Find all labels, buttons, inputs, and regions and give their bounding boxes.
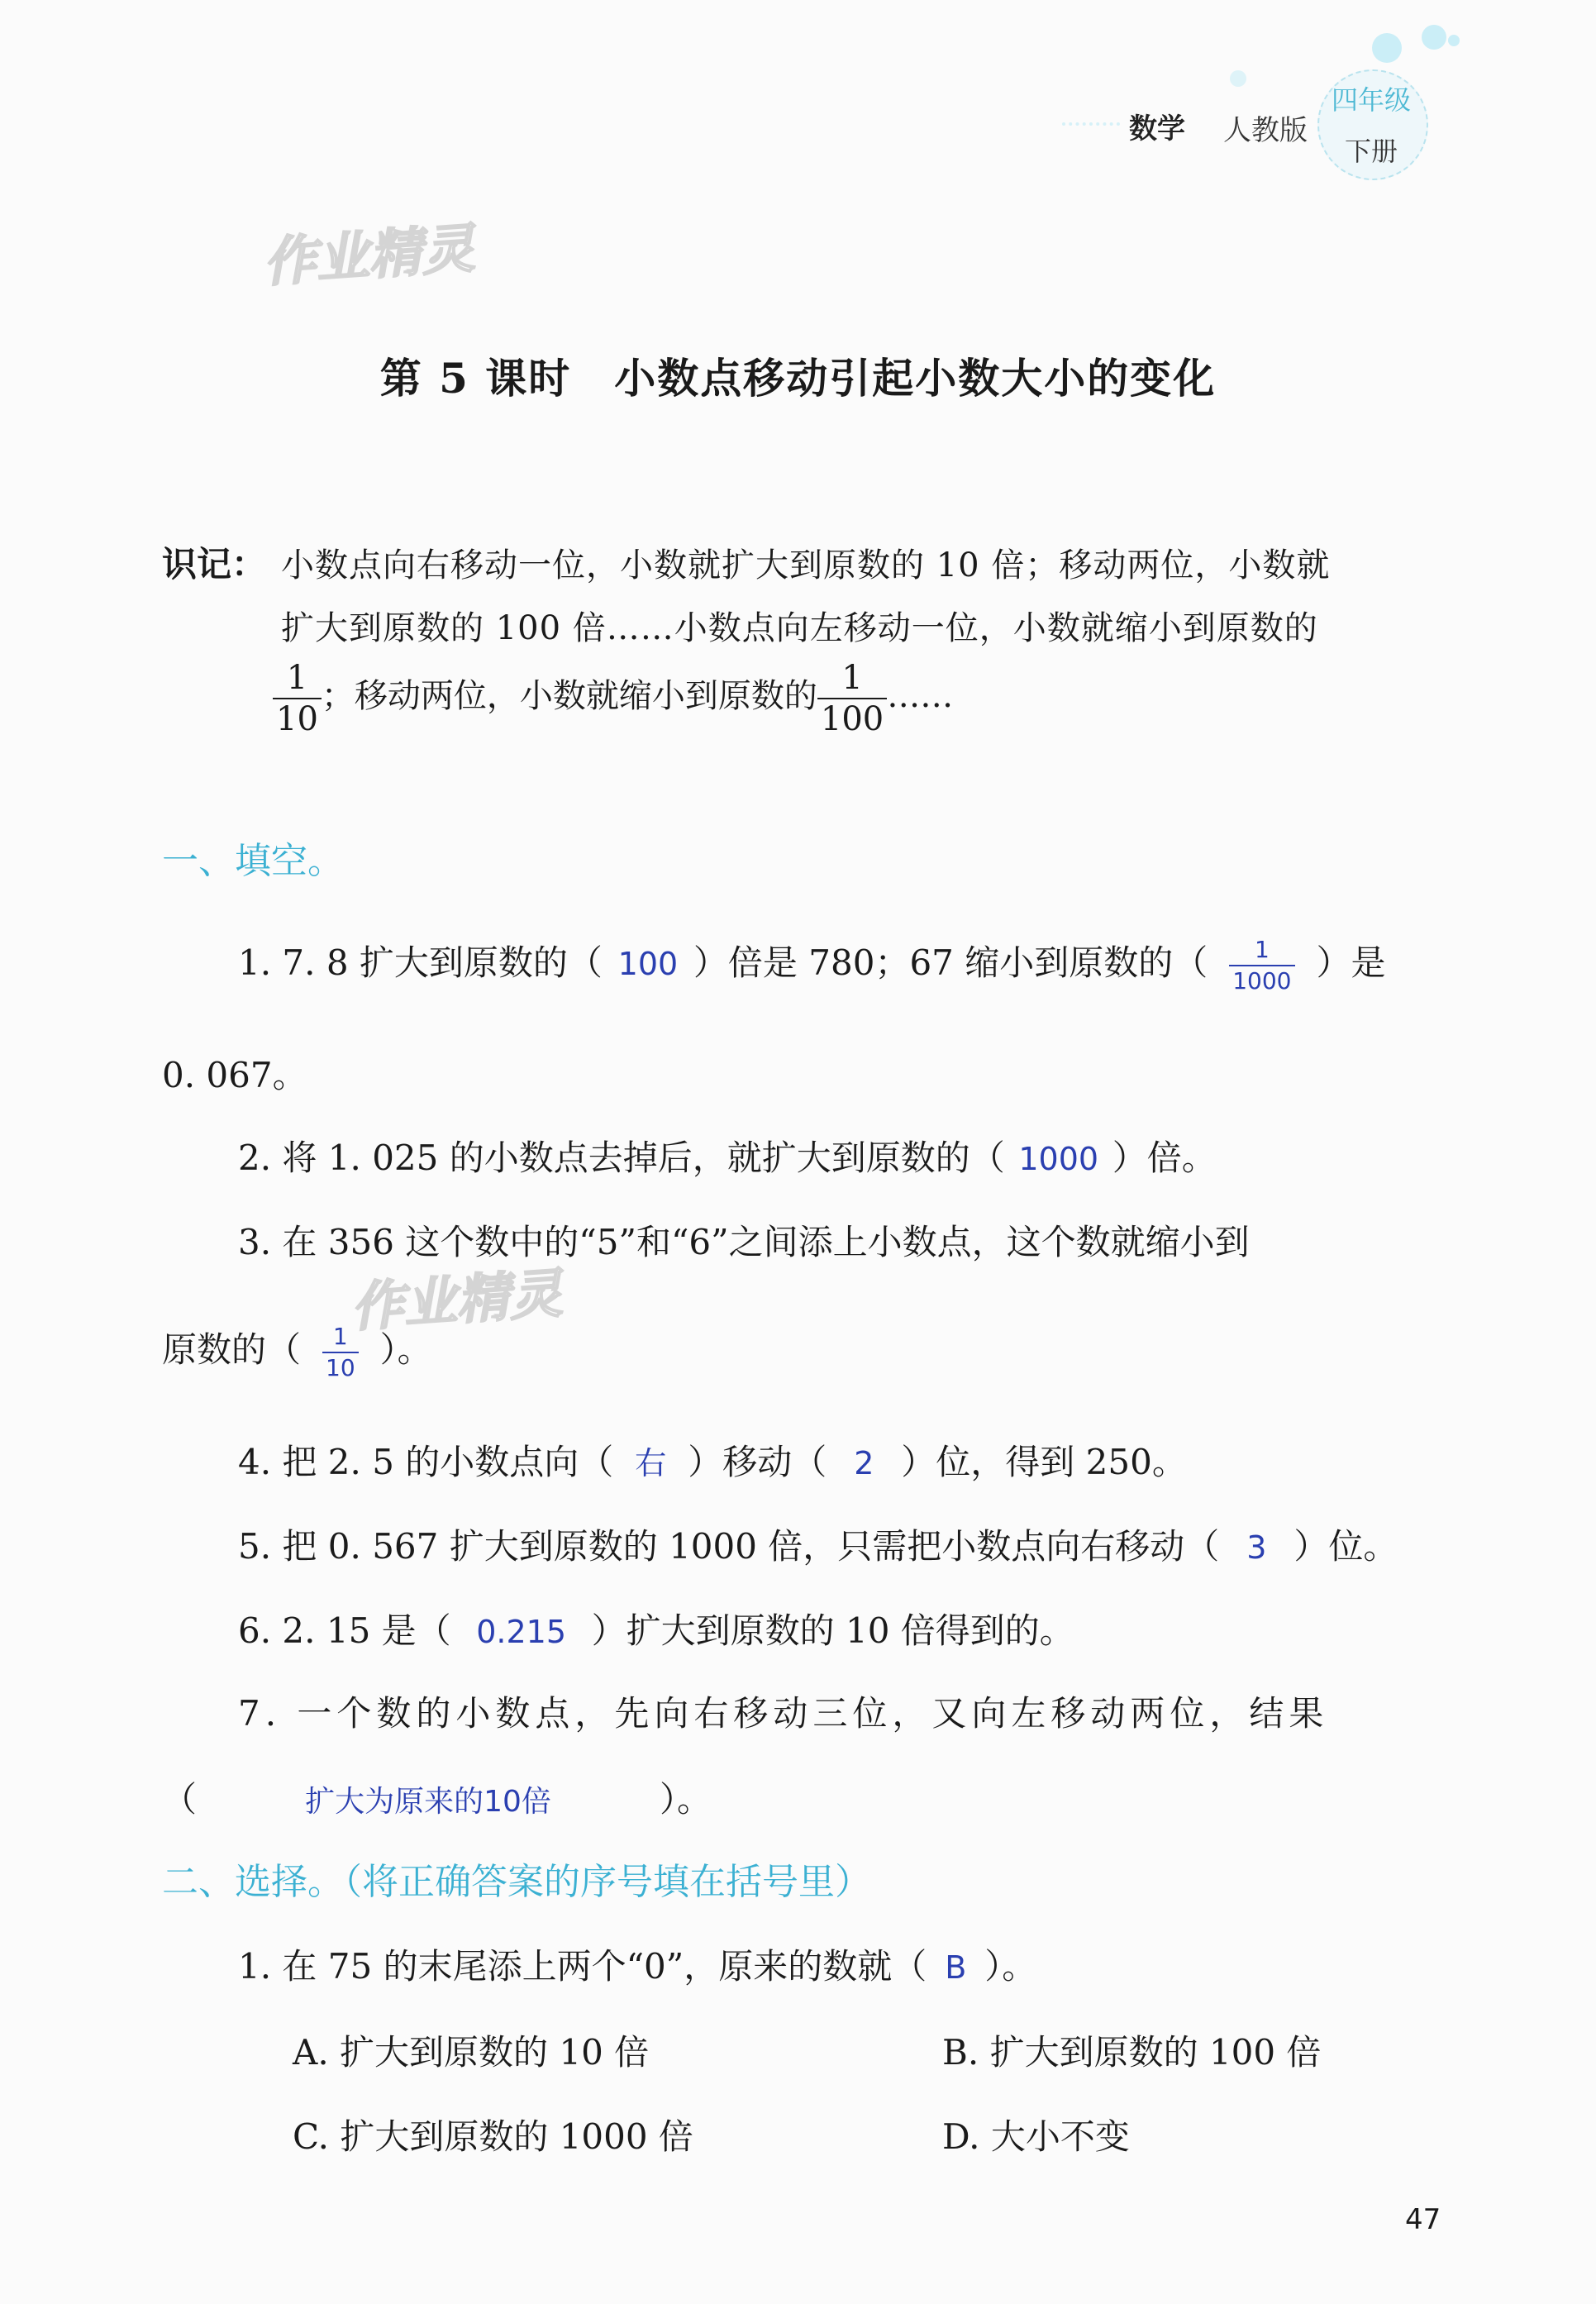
memo-label: 识记：: [162, 544, 267, 584]
question-1-3: 3. 在 356 这个数中的“5”和“6”之间添上小数点，这个数就缩小到: [238, 1222, 1250, 1262]
option-d: D. 大小不变: [942, 2116, 1130, 2157]
question-1-4: 4. 把 2. 5 的小数点向（ 右 ）移动（ 2 ）位，得到 250。: [238, 1435, 1187, 1485]
option-c: C. 扩大到原数的 1000 倍: [293, 2116, 693, 2157]
answer-1-1b: $\frac{1}{1000}$: [1229, 938, 1294, 993]
option-a: A. 扩大到原数的 10 倍: [293, 2032, 650, 2073]
answer-1-5: 3: [1246, 1529, 1267, 1566]
memo-line-3-end: ……: [887, 677, 954, 715]
header-volume: 下册: [1344, 136, 1398, 167]
watermark-logo: 作业精灵: [261, 218, 477, 294]
option-b: B. 扩大到原数的 100 倍: [942, 2032, 1322, 2073]
section-heading-choice: 二、选择。（将正确答案的序号填在括号里）: [162, 1861, 871, 1903]
watermark-logo: 作业精灵: [349, 1263, 565, 1339]
decor-bubble: [1230, 70, 1246, 87]
page-number: 47: [1405, 2203, 1441, 2236]
decor-bubble: [1372, 33, 1402, 63]
decor-bubble: [1448, 35, 1460, 46]
answer-1-1a: 100: [617, 946, 679, 982]
question-1-5: 5. 把 0. 567 扩大到原数的 1000 倍，只需把小数点向右移动（ 3 ）位。: [238, 1526, 1398, 1567]
memo-line-2: 扩大到原数的 100 倍……小数点向左移动一位，小数就缩小到原数的: [281, 609, 1318, 647]
memo-line-3: [273, 661, 953, 736]
question-1-6: 6. 2. 15 是（ 0.215 ）扩大到原数的 10 倍得到的。: [238, 1610, 1074, 1651]
decor-bubble: [1422, 25, 1446, 50]
answer-2-1: B: [945, 1949, 967, 1986]
question-1-7-cont: （ 扩大为原来的10倍 ）。: [162, 1779, 712, 1820]
question-2-1: 1. 在 75 的末尾添上两个“0”，原来的数就（ B ）。: [238, 1946, 1037, 1987]
answer-1-7: 扩大为原来的10倍: [305, 1785, 551, 1819]
header-grade: 四年级: [1331, 84, 1411, 116]
question-1-3-cont: 原数的（ $\frac{1}{10}$ ）。: [162, 1323, 432, 1381]
lesson-title: 第 5 课时 小数点移动引起小数大小的变化: [379, 354, 1217, 403]
fraction-one-tenth: $\frac{1}{10}$: [273, 661, 322, 736]
question-1-1: 1. 7. 8 扩大到原数的（ 100 ）倍是 780；67 缩小到原数的（ $\frac{1}{1000}$ ）是: [238, 936, 1386, 995]
header-edition: 人教版: [1223, 114, 1308, 147]
question-1-7: 7. 一个数的小数点，先向右移动三位，又向左移动两位，结果: [238, 1693, 1329, 1734]
answer-1-2: 1000: [1018, 1141, 1099, 1177]
question-1-2: 2. 将 1. 025 的小数点去掉后，就扩大到原数的（ 1000 ）倍。: [238, 1138, 1217, 1178]
answer-1-4a: 右: [635, 1445, 667, 1481]
answer-1-6: 0.215: [476, 1614, 567, 1650]
section-heading-fill-in: 一、填空。: [162, 840, 344, 882]
answer-1-4b: 2: [854, 1445, 874, 1481]
decor-dots: [1062, 122, 1120, 129]
answer-1-3: $\frac{1}{10}$: [322, 1325, 359, 1380]
fraction-one-hundredth: $\frac{1}{100}$: [817, 661, 887, 736]
memo-line-3-mid: ；移动两位，小数就缩小到原数的: [321, 677, 817, 715]
question-1-1-cont: 0. 067。: [162, 1055, 307, 1095]
memo-line-1: 小数点向右移动一位，小数就扩大到原数的 10 倍；移动两位，小数就: [281, 546, 1331, 584]
header-subject: 数学: [1129, 112, 1185, 145]
